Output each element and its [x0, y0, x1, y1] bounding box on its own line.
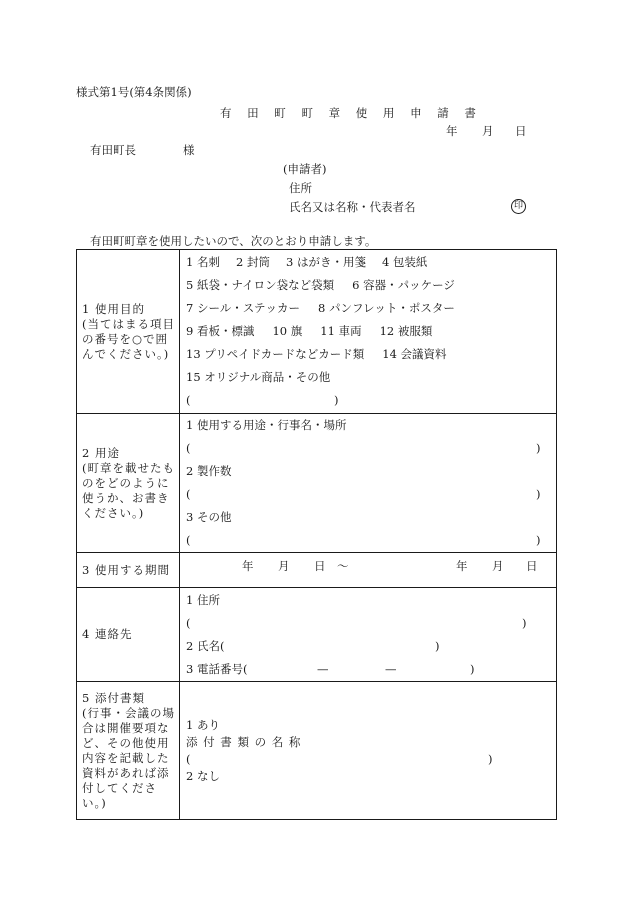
purpose-option[interactable]: 3 はがき・用箋	[285, 255, 366, 269]
usage-note: (町章を載せたものをどのように使うか、お書きください。)	[82, 460, 175, 520]
attachments-yes-option[interactable]: 1 あり	[186, 717, 220, 732]
paren-close: )	[536, 487, 541, 501]
purpose-option[interactable]: 14 会議資料	[382, 347, 447, 361]
contact-name-label: 2 氏名(	[186, 638, 225, 653]
period-start-day: 日	[314, 559, 326, 573]
purpose-option[interactable]: 8 パンフレット・ポスター	[318, 301, 455, 315]
usage-other-label: 3 その他	[186, 510, 232, 524]
addressee: 有田町長	[90, 143, 136, 157]
attachments-label: 5 添付書類	[82, 690, 145, 705]
period-end-day: 日	[526, 559, 538, 573]
purpose-option[interactable]: 2 封筒	[235, 255, 270, 269]
page-title: 有 田 町 町 章 使 用 申 請 書	[220, 106, 482, 120]
attachments-fields	[180, 682, 557, 820]
purpose-option[interactable]: 10 旗	[272, 324, 303, 338]
contact-header	[77, 588, 180, 682]
paren-close: )	[536, 441, 541, 455]
date-year-label: 年	[446, 124, 458, 138]
purpose-option[interactable]: 9 看板・標識	[186, 324, 255, 338]
attachments-row	[77, 682, 557, 820]
period-tilde: 〜	[337, 559, 349, 573]
period-start-month: 月	[278, 559, 290, 573]
purpose-row	[77, 250, 557, 414]
contact-address-label: 1 住所	[186, 592, 220, 607]
form-number: 様式第1号(第4条関係)	[76, 85, 192, 99]
contact-fields	[180, 588, 557, 682]
purpose-option[interactable]: 4 包装紙	[381, 255, 428, 269]
period-header	[77, 553, 180, 588]
application-form-table	[76, 249, 557, 820]
purpose-option[interactable]: 15 オリジナル商品・その他	[186, 370, 331, 384]
period-row	[77, 553, 557, 588]
period-end-year: 年	[456, 559, 468, 573]
contact-phone-field[interactable]	[186, 658, 556, 681]
paren-close: )	[536, 533, 541, 547]
purpose-option-row	[186, 366, 556, 389]
contact-row	[77, 588, 557, 682]
period-end-month: 月	[492, 559, 504, 573]
applicant-label: (申請者)	[283, 162, 327, 176]
purpose-option[interactable]: 5 紙袋・ナイロン袋など袋類	[186, 278, 335, 292]
usage-header	[77, 414, 180, 553]
paren-open: (	[186, 751, 191, 766]
period-field[interactable]	[180, 553, 557, 588]
purpose-option-row	[186, 297, 556, 320]
purpose-option[interactable]: 1 名刺	[186, 255, 220, 269]
attachments-names-field[interactable]	[186, 751, 556, 768]
paren-open: (	[186, 615, 191, 630]
paren-open: (	[186, 533, 191, 547]
date-day-label: 日	[515, 124, 527, 138]
attachments-header	[77, 682, 180, 820]
phone-dash: —	[385, 661, 397, 676]
usage-other-field[interactable]	[186, 529, 556, 552]
paren-close: )	[470, 661, 475, 676]
purpose-other-field[interactable]	[186, 389, 556, 412]
contact-name-field[interactable]	[186, 635, 556, 658]
applicant-name-label: 氏名又は名称・代表者名	[289, 200, 416, 214]
purpose-option[interactable]: 7 シール・ステッカー	[186, 301, 301, 315]
contact-phone-label: 3 電話番号(	[186, 661, 248, 676]
quantity-field[interactable]	[186, 483, 556, 506]
paren-open: (	[186, 441, 191, 455]
usage-label: 2 用途	[82, 445, 120, 460]
phone-dash: —	[317, 661, 329, 676]
purpose-option-row	[186, 274, 556, 297]
purpose-label: 1 使用目的	[82, 301, 145, 316]
purpose-option-row	[186, 251, 556, 274]
purpose-options	[180, 250, 557, 414]
purpose-note: (当てはまる項目の番号を○で囲んでください。)	[82, 316, 175, 361]
usage-fields	[180, 414, 557, 553]
usage-item-label: 1 使用する用途・行事名・場所	[186, 418, 347, 432]
purpose-header	[77, 250, 180, 414]
quantity-label: 2 製作数	[186, 464, 232, 478]
paren-close: )	[488, 751, 493, 766]
intro-text: 有田町町章を使用したいので、次のとおり申請します。	[90, 234, 377, 248]
paren-open: (	[186, 393, 191, 407]
paren-close: )	[435, 638, 440, 653]
purpose-option[interactable]: 12 被服類	[379, 324, 433, 338]
paren-open: (	[186, 487, 191, 501]
paren-close: )	[334, 393, 339, 407]
purpose-option[interactable]: 13 プリペイドカードなどカード類	[186, 347, 365, 361]
seal-mark: 印	[511, 199, 526, 214]
contact-label: 4 連絡先	[82, 627, 133, 641]
attachments-note: (行事・会議の場合は開催要項など、その他使用内容を記載した資料があれば添付してください。)	[82, 705, 175, 810]
period-label: 3 使用する期間	[82, 562, 170, 577]
date-month-label: 月	[482, 124, 494, 138]
period-line	[186, 555, 556, 585]
paren-close: )	[522, 615, 527, 630]
honorific: 様	[183, 143, 195, 157]
purpose-option-row	[186, 343, 556, 366]
purpose-option-row	[186, 320, 556, 343]
applicant-address-label: 住所	[289, 181, 312, 195]
contact-address-field[interactable]	[186, 612, 556, 635]
attachments-names-label: 添 付 書 類 の 名 称	[186, 734, 302, 749]
purpose-option[interactable]: 6 容器・パッケージ	[352, 278, 455, 292]
attachments-no-option[interactable]: 2 なし	[186, 768, 220, 783]
period-start-year: 年	[242, 559, 254, 573]
usage-row	[77, 414, 557, 553]
usage-item-field[interactable]	[186, 437, 556, 460]
purpose-option[interactable]: 11 車両	[320, 324, 362, 338]
